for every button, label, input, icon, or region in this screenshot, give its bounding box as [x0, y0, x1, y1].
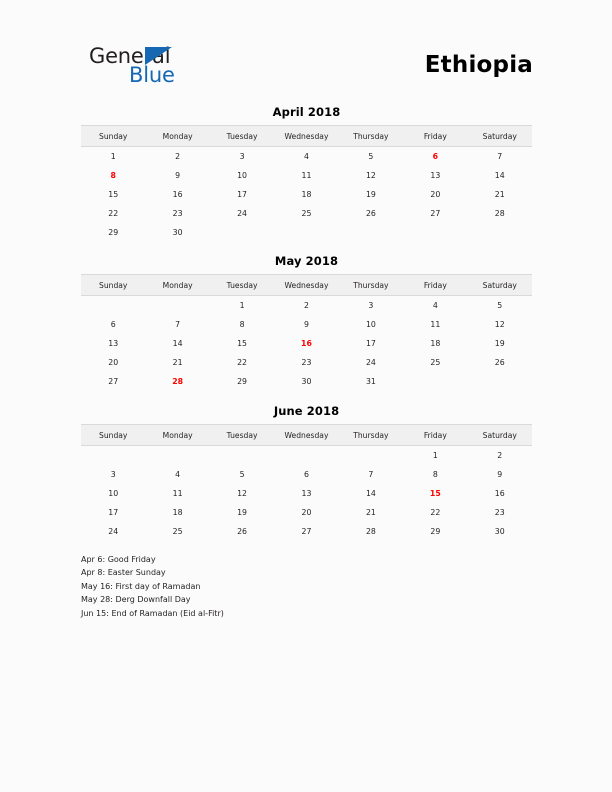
- weekday-header-wednesday: Wednesday: [274, 425, 338, 446]
- calendar-day[interactable]: 24: [365, 358, 376, 367]
- weekday-header-friday: Friday: [403, 425, 467, 446]
- calendar-day[interactable]: 3: [239, 152, 245, 161]
- month-title: June 2018: [273, 404, 340, 418]
- calendar-day-empty: [81, 446, 145, 466]
- calendar-day[interactable]: 5: [497, 301, 503, 310]
- calendar-day[interactable]: 9: [303, 320, 309, 329]
- month-block-june: [81, 404, 532, 541]
- weekday-header-monday: Monday: [145, 126, 209, 147]
- calendar-day[interactable]: 24: [108, 527, 119, 536]
- calendar-day[interactable]: 17: [365, 339, 376, 348]
- calendar-day[interactable]: 12: [365, 171, 376, 180]
- weekday-header-row: [81, 126, 532, 147]
- holiday-note: May 16: First day of Ramadan: [81, 581, 201, 591]
- holiday-note: Jun 15: End of Ramadan (Eid al-Fitr): [81, 608, 224, 618]
- calendar-day[interactable]: 6: [110, 320, 116, 329]
- calendar-day[interactable]: 23: [301, 358, 312, 367]
- calendar-day[interactable]: 18: [430, 339, 441, 348]
- calendar-day-empty: [81, 296, 145, 316]
- calendar-day[interactable]: 8: [239, 320, 245, 329]
- calendar-day[interactable]: 12: [494, 320, 505, 329]
- calendar-body: [81, 147, 532, 243]
- calendar-day[interactable]: 12: [237, 489, 248, 498]
- calendar-day-empty: [210, 223, 274, 242]
- calendar-day[interactable]: 21: [494, 190, 505, 199]
- calendar-week-row: [81, 315, 532, 334]
- calendar-day[interactable]: 28: [365, 527, 376, 536]
- weekday-header-saturday: Saturday: [468, 425, 532, 446]
- calendar-day[interactable]: 23: [172, 209, 183, 218]
- calendar-day-empty: [145, 446, 209, 466]
- calendar-day[interactable]: 27: [301, 527, 312, 536]
- calendar-week-row: [81, 334, 532, 353]
- calendar-day[interactable]: 9: [497, 470, 503, 479]
- weekday-header-thursday: Thursday: [339, 275, 403, 296]
- calendar-day[interactable]: 2: [303, 301, 309, 310]
- calendar-day[interactable]: 22: [108, 209, 119, 218]
- calendar-day[interactable]: 13: [108, 339, 119, 348]
- brand-name-general: General: [89, 44, 171, 68]
- calendar-day[interactable]: 29: [108, 228, 119, 237]
- calendar-week-row: [81, 147, 532, 167]
- calendar-week-row: [81, 446, 532, 466]
- calendar-week-row: [81, 296, 532, 316]
- calendar-day[interactable]: 27: [108, 377, 119, 386]
- month-title: May 2018: [274, 254, 339, 268]
- calendar-day-holiday[interactable]: 16: [301, 339, 312, 348]
- calendar-day[interactable]: 19: [494, 339, 505, 348]
- calendar-day-empty: [339, 223, 403, 242]
- calendar-week-row: [81, 185, 532, 204]
- calendar-day[interactable]: 11: [430, 320, 441, 329]
- calendar-day[interactable]: 11: [172, 489, 183, 498]
- calendar-day[interactable]: 17: [108, 508, 119, 517]
- weekday-header-thursday: Thursday: [339, 425, 403, 446]
- calendar-day[interactable]: 7: [175, 320, 181, 329]
- calendar-day[interactable]: 11: [301, 171, 312, 180]
- calendar-day[interactable]: 20: [430, 190, 441, 199]
- weekday-header-row: [81, 275, 532, 296]
- calendar-week-row: [81, 204, 532, 223]
- calendar-day[interactable]: 26: [494, 358, 505, 367]
- calendar-day[interactable]: 22: [237, 358, 248, 367]
- calendar-day[interactable]: 26: [365, 209, 376, 218]
- calendar-day[interactable]: 29: [430, 527, 441, 536]
- calendar-week-row: [81, 503, 532, 522]
- calendar-day[interactable]: 2: [175, 152, 181, 161]
- weekday-header-sunday: Sunday: [81, 275, 145, 296]
- calendar-day[interactable]: 30: [172, 228, 183, 237]
- calendar-day[interactable]: 1: [239, 301, 245, 310]
- weekday-header-friday: Friday: [403, 126, 467, 147]
- calendar-body: [81, 296, 532, 392]
- calendar-day[interactable]: 18: [301, 190, 312, 199]
- calendar-day[interactable]: 14: [365, 489, 376, 498]
- calendar-day[interactable]: 9: [175, 171, 181, 180]
- weekday-header-tuesday: Tuesday: [210, 275, 274, 296]
- calendar-day[interactable]: 22: [430, 508, 441, 517]
- calendar-day[interactable]: 21: [365, 508, 376, 517]
- calendar-day[interactable]: 5: [239, 470, 245, 479]
- calendar-day-holiday[interactable]: 15: [429, 489, 441, 498]
- calendar-day[interactable]: 2: [497, 451, 503, 460]
- calendar-week-row: [81, 166, 532, 185]
- calendar-day-empty: [339, 446, 403, 466]
- calendar-day[interactable]: 30: [494, 527, 505, 536]
- calendar-day[interactable]: 8: [432, 470, 438, 479]
- holiday-note: May 28: Derg Downfall Day: [81, 595, 191, 605]
- calendar-day[interactable]: 7: [497, 152, 503, 161]
- calendar-day[interactable]: 24: [237, 209, 248, 218]
- calendar-day[interactable]: 26: [237, 527, 248, 536]
- month-block-may: [81, 254, 532, 391]
- calendar-week-row: [81, 353, 532, 372]
- holiday-notes-list: [81, 553, 481, 620]
- weekday-header-wednesday: Wednesday: [274, 126, 338, 147]
- calendar-day[interactable]: 10: [237, 171, 248, 180]
- calendar-day-holiday[interactable]: 6: [432, 152, 439, 161]
- weekday-header-saturday: Saturday: [468, 126, 532, 147]
- calendar-day[interactable]: 30: [301, 377, 312, 386]
- brand-name-blue: Blue: [129, 63, 175, 87]
- month-block-april: [81, 105, 532, 242]
- calendar-day[interactable]: 10: [108, 489, 119, 498]
- calendar-day[interactable]: 23: [494, 508, 505, 517]
- calendar-day-empty: [468, 372, 532, 391]
- calendar-week-row: [81, 522, 532, 541]
- calendar-body: [81, 446, 532, 542]
- calendar-day[interactable]: 1: [110, 152, 116, 161]
- calendar-day[interactable]: 25: [301, 209, 312, 218]
- calendar-day[interactable]: 19: [237, 508, 248, 517]
- calendar-week-row: [81, 465, 532, 484]
- calendar-day[interactable]: 14: [172, 339, 183, 348]
- calendar-day[interactable]: 25: [172, 527, 183, 536]
- calendar-day-empty: [274, 446, 338, 466]
- calendar-day[interactable]: 25: [430, 358, 441, 367]
- calendar-day[interactable]: 16: [172, 190, 183, 199]
- weekday-header-sunday: Sunday: [81, 126, 145, 147]
- calendar-day[interactable]: 13: [301, 489, 312, 498]
- calendar-day-empty: [468, 223, 532, 242]
- calendar-day-empty: [145, 296, 209, 316]
- calendar-day-empty: [403, 372, 467, 391]
- calendar-day[interactable]: 21: [172, 358, 183, 367]
- calendar-day[interactable]: 19: [365, 190, 376, 199]
- calendar-day[interactable]: 15: [237, 339, 248, 348]
- general-blue-logo[interactable]: [89, 44, 289, 92]
- calendar-day[interactable]: 4: [175, 470, 181, 479]
- calendar-day[interactable]: 28: [494, 209, 505, 218]
- calendar-day[interactable]: 17: [237, 190, 248, 199]
- calendar-day[interactable]: 3: [368, 301, 374, 310]
- calendar-day[interactable]: 4: [303, 152, 309, 161]
- page-header: [0, 0, 612, 100]
- calendar-day-holiday[interactable]: 8: [110, 171, 116, 180]
- calendar-day[interactable]: 7: [368, 470, 374, 479]
- calendar-day[interactable]: 15: [108, 190, 119, 199]
- calendar-day[interactable]: 4: [432, 301, 438, 310]
- weekday-header-sunday: Sunday: [81, 425, 145, 446]
- calendar-week-row: [81, 372, 532, 391]
- calendar-day[interactable]: 16: [494, 489, 505, 498]
- holiday-note: Apr 6: Good Friday: [81, 555, 156, 564]
- calendar-day[interactable]: 20: [108, 358, 119, 367]
- month-title: April 2018: [272, 105, 341, 119]
- calendar-day-holiday[interactable]: 28: [172, 377, 184, 386]
- calendar-table: [81, 274, 532, 391]
- weekday-header-saturday: Saturday: [468, 275, 532, 296]
- calendar-week-row: [81, 484, 532, 503]
- calendar-day[interactable]: 10: [365, 320, 376, 329]
- calendar-table: [81, 125, 532, 242]
- calendar-day-empty: [274, 223, 338, 242]
- calendar-day[interactable]: 27: [430, 209, 441, 218]
- weekday-header-tuesday: Tuesday: [210, 126, 274, 147]
- weekday-header-monday: Monday: [145, 425, 209, 446]
- weekday-header-thursday: Thursday: [339, 126, 403, 147]
- holiday-note: Apr 8: Easter Sunday: [81, 568, 166, 578]
- calendar-week-row: [81, 223, 532, 242]
- calendar-day[interactable]: 20: [301, 508, 312, 517]
- calendar-day[interactable]: 18: [172, 508, 183, 517]
- calendar-day[interactable]: 29: [237, 377, 248, 386]
- weekday-header-tuesday: Tuesday: [210, 425, 274, 446]
- weekday-header-row: [81, 425, 532, 446]
- calendar-day[interactable]: 31: [365, 377, 376, 386]
- weekday-header-monday: Monday: [145, 275, 209, 296]
- calendar-day[interactable]: 5: [368, 152, 374, 161]
- weekday-header-wednesday: Wednesday: [274, 275, 338, 296]
- weekday-header-friday: Friday: [403, 275, 467, 296]
- calendar-day[interactable]: 3: [110, 470, 116, 479]
- calendar-day-empty: [210, 446, 274, 466]
- calendar-table: [81, 424, 532, 541]
- page-title: Ethiopia: [424, 52, 533, 78]
- calendar-day[interactable]: 13: [430, 171, 441, 180]
- calendar-day[interactable]: 1: [432, 451, 438, 460]
- calendar-day-empty: [403, 223, 467, 242]
- calendar-day[interactable]: 14: [494, 171, 505, 180]
- calendar-day[interactable]: 6: [303, 470, 309, 479]
